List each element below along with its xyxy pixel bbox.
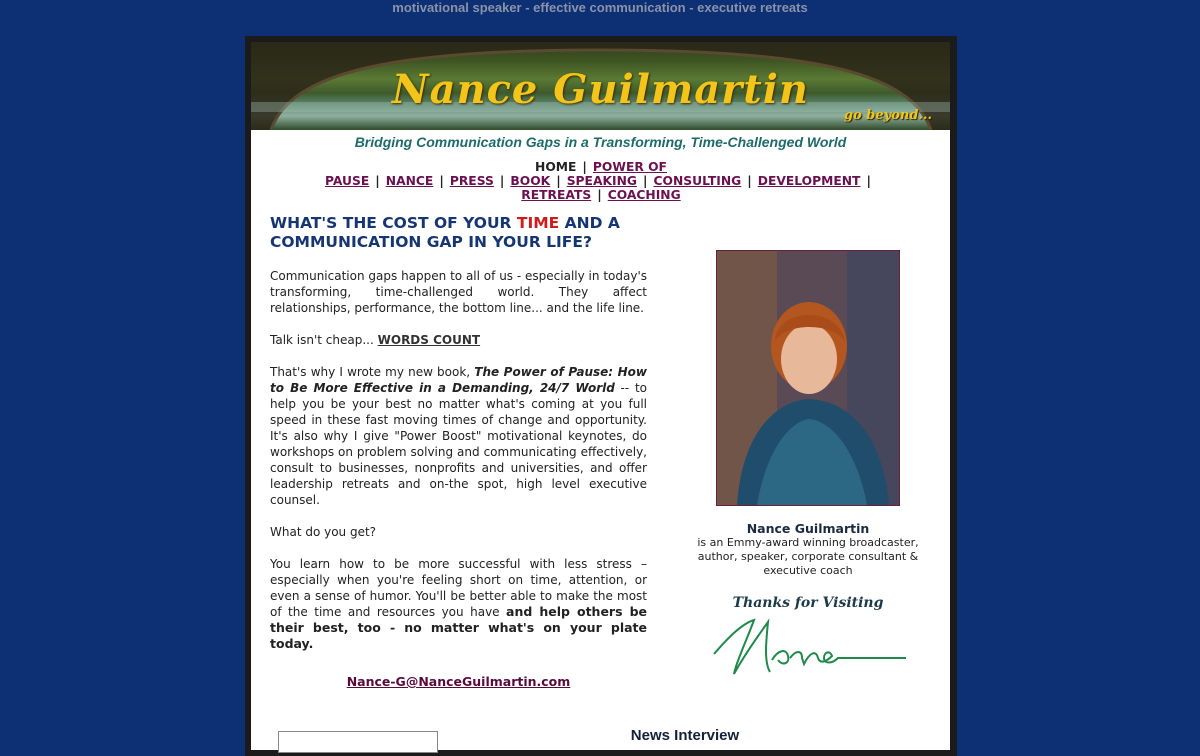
- nav-separator: |: [556, 174, 561, 188]
- banner-title: Nance Guilmartin: [392, 66, 809, 113]
- thanks-text: Thanks for Visiting: [732, 595, 884, 611]
- paragraph-1: Communication gaps happen to all of us - especially in today's transforming, time-challenged world. They affect relationships, performance, the bottom line... and the life line.: [270, 269, 647, 315]
- paragraph-2: [270, 332, 647, 348]
- site-subheading: Bridging Communication Gaps in a Transforming, Time-Challenged World: [354, 134, 847, 150]
- nav-book[interactable]: BOOK: [510, 174, 551, 188]
- nav-separator: |: [597, 188, 602, 202]
- headline-time: TIME: [516, 214, 560, 232]
- paragraph-4: What do you get?: [270, 525, 377, 539]
- p3-suffix: -- to help you be your best no matter what's coming at you full speed in these fast moving times of change and opportunity. It's also why I give "Power Boost" motivational keynotes, do workshops on problem solving and communicating effectively, consult to businesses, nonprofits and universities, and offer leadership retreats and on-the spot, high level executive counsel.: [270, 381, 647, 507]
- p3-prefix: That's why I wrote my new book,: [270, 365, 475, 379]
- caption-name: Nance Guilmartin: [746, 521, 870, 536]
- nav-separator: |: [439, 174, 444, 188]
- portrait-caption: [690, 522, 926, 578]
- p2-prefix: Talk isn't cheap...: [270, 333, 378, 347]
- headline-part2: AND A COMMUNICATION GAP IN YOUR LIFE?: [270, 214, 620, 251]
- caption-description: is an Emmy-award winning broadcaster, author, speaker, corporate consultant & executive coach: [697, 536, 919, 577]
- main-headline: [270, 214, 650, 252]
- portrait-photo: [716, 250, 900, 506]
- portrait-illustration: [717, 251, 899, 505]
- news-video-box[interactable]: [278, 731, 438, 753]
- main-navigation: [262, 160, 940, 202]
- nav-retreats[interactable]: RETREATS: [521, 188, 592, 202]
- headline-part1: WHAT'S THE COST OF YOUR: [270, 214, 517, 232]
- nav-speaking[interactable]: SPEAKING: [566, 174, 637, 188]
- nav-separator: |: [866, 174, 871, 188]
- nav-separator: |: [375, 174, 380, 188]
- book-title: The Power of Pause: How to Be More Effective in a Demanding, 24/7 World: [270, 365, 647, 395]
- nav-development[interactable]: DEVELOPMENT: [757, 174, 861, 188]
- nav-separator: |: [499, 174, 505, 188]
- p5-prefix: You learn how to be more successful with less stress – especially when you're feeling short on time, attention, or even a sense of humor. You'll be better able to make the most of the time and resources you have: [270, 557, 647, 619]
- paragraph-5: [270, 556, 647, 652]
- nav-nance[interactable]: NANCE: [385, 174, 434, 188]
- nav-separator: |: [747, 174, 752, 188]
- p5-bold: and help others be their best, too - no matter what's on your plate today: [270, 604, 647, 651]
- nav-home[interactable]: HOME: [535, 160, 577, 174]
- p5-suffix: .: [308, 636, 314, 651]
- header-banner[interactable]: [251, 42, 950, 130]
- body-text: [270, 268, 647, 668]
- email-contact: [270, 674, 647, 689]
- news-interview-title: News Interview: [630, 727, 740, 744]
- nav-press[interactable]: PRESS: [449, 174, 494, 188]
- email-link[interactable]: Nance-G@NanceGuilmartin.com: [346, 674, 571, 689]
- nav-separator: |: [582, 160, 587, 174]
- site-tagline: motivational speaker - effective communication - executive retreats: [392, 0, 808, 15]
- banner-subtitle: go beyond...: [844, 108, 932, 123]
- paragraph-3: [270, 364, 647, 508]
- nav-power-of-pause[interactable]: POWER OF PAUSE: [325, 160, 667, 188]
- signature-image: [706, 612, 912, 682]
- nav-separator: |: [642, 174, 648, 188]
- words-count-link[interactable]: WORDS COUNT: [377, 333, 481, 347]
- nav-coaching[interactable]: COACHING: [607, 188, 681, 202]
- nav-consulting[interactable]: CONSULTING: [653, 174, 742, 188]
